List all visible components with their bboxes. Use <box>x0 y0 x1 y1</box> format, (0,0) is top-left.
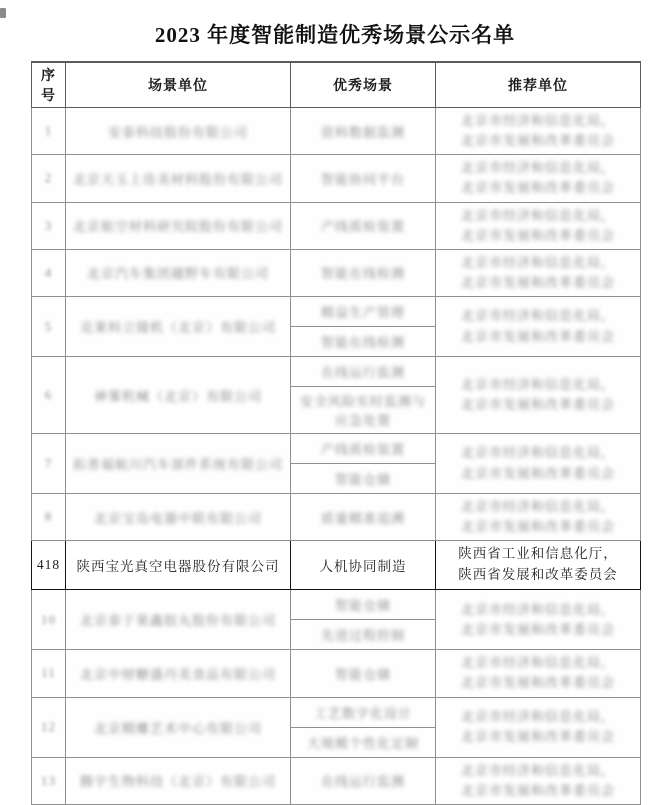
recommender-line <box>440 375 636 395</box>
recommender-text: 北京市经济和信息化局， <box>460 655 615 671</box>
row-number-cell <box>32 202 66 249</box>
scene-entry <box>291 258 435 287</box>
scenario-unit-cell <box>66 249 291 296</box>
recommender-line <box>440 327 636 347</box>
row-number-cell <box>32 249 66 296</box>
row-number: 11 <box>41 665 56 681</box>
scene-entry <box>291 164 435 193</box>
scene-entry <box>291 727 435 757</box>
scenario-unit: 克莱科立缝机（北京）有限公司 <box>79 320 276 336</box>
recommender-line <box>440 565 636 586</box>
scenario-unit-cell <box>66 757 291 804</box>
scenario-unit-cell <box>66 697 291 757</box>
table-row <box>32 590 641 650</box>
scene-entry <box>291 659 435 688</box>
scene-entry <box>291 766 435 795</box>
column-header: 序号 <box>32 62 66 108</box>
scenario-unit: 北京中财糖盛丹美食品有限公司 <box>79 666 276 682</box>
recommender-line <box>440 111 636 131</box>
page-title: 2023 年度智能制造优秀场景公示名单 <box>154 23 516 47</box>
row-number-cell <box>32 697 66 757</box>
recommender-line <box>440 306 636 326</box>
scene-entry <box>291 463 435 493</box>
recommender-text: 北京市发展和改革委员会 <box>460 621 615 637</box>
table-body <box>32 108 641 805</box>
recommender-line <box>440 620 636 640</box>
table-row <box>32 650 641 697</box>
table-header-row <box>32 62 641 108</box>
recommender-text: 北京市发展和改革委员会 <box>460 227 615 243</box>
scene-text: 智能仓储 <box>334 666 391 682</box>
scenario-unit-cell <box>66 650 291 697</box>
recommender-line <box>440 761 636 781</box>
scene-text: 精益生产管理 <box>320 305 405 321</box>
recommender-text: 北京市经济和信息化局， <box>460 499 615 515</box>
scene-text: 产线质检装置 <box>320 442 405 458</box>
recommender-text: 北京市发展和改革委员会 <box>460 782 615 798</box>
row-number: 6 <box>44 387 53 403</box>
scene-text: 安全风险实时监测与应急处置 <box>299 394 426 429</box>
recommender-text: 北京市发展和改革委员会 <box>460 519 615 535</box>
recommender-line <box>440 226 636 246</box>
row-number: 12 <box>41 719 56 735</box>
scene-entry <box>291 698 435 727</box>
scene-entry <box>291 386 435 433</box>
scenario-unit-cell <box>66 541 291 590</box>
row-number-cell <box>32 757 66 804</box>
row-number: 2 <box>44 170 53 186</box>
excellent-scene-cell <box>291 541 436 590</box>
recommender-line <box>440 653 636 673</box>
row-number: 3 <box>44 217 53 233</box>
row-number: 418 <box>36 557 61 573</box>
scene-text: 先进过程控制 <box>320 628 405 644</box>
recommender-text: 陕西省工业和信息化厅， <box>458 546 618 562</box>
excellent-scene-cell <box>291 155 436 202</box>
column-header: 优秀场景 <box>291 62 436 108</box>
excellent-scene-cell <box>291 757 436 804</box>
scenario-unit: 北京汽车集团越野车有限公司 <box>86 266 269 282</box>
table-row <box>32 108 641 155</box>
row-number-cell <box>32 650 66 697</box>
recommender-cell <box>436 155 641 202</box>
row-number: 1 <box>44 123 53 139</box>
scenario-unit-cell <box>66 434 291 494</box>
recommender-line <box>440 707 636 727</box>
recommender-cell <box>436 697 641 757</box>
recommender-text: 北京市发展和改革委员会 <box>460 274 615 290</box>
row-number: 10 <box>41 611 56 627</box>
recommender-cell <box>436 494 641 541</box>
row-number-cell <box>32 297 66 357</box>
recommender-line <box>440 443 636 463</box>
excellent-scene-cell <box>291 297 436 357</box>
excellent-scene-cell <box>291 202 436 249</box>
scenario-unit: 神雾机械（北京）有限公司 <box>93 388 262 404</box>
scene-text: 在线运行监测 <box>320 774 405 790</box>
scene-entry <box>291 503 435 532</box>
recommender-cell <box>436 650 641 697</box>
scene-entry <box>291 297 435 326</box>
excellent-scene-cell <box>291 434 436 494</box>
recommender-line <box>440 178 636 198</box>
table-row <box>32 697 641 757</box>
row-number-cell <box>32 590 66 650</box>
scenario-unit-cell <box>66 202 291 249</box>
recommender-line <box>440 253 636 273</box>
column-header: 场景单位 <box>66 62 291 108</box>
table-row <box>32 155 641 202</box>
scenario-unit-cell <box>66 590 291 650</box>
recommender-line <box>440 727 636 747</box>
row-number-cell <box>32 108 66 155</box>
scene-text: 智能协同平台 <box>320 171 405 187</box>
column-header: 推荐单位 <box>436 62 641 108</box>
scene-entry <box>291 117 435 146</box>
scenario-unit-cell <box>66 155 291 202</box>
recommender-text: 北京市发展和改革委员会 <box>460 180 615 196</box>
recommender-text: 北京市经济和信息化局， <box>460 376 615 392</box>
recommender-line <box>440 131 636 151</box>
scenario-unit: 安泰科技股份有限公司 <box>107 124 248 140</box>
recommender-cell <box>436 757 641 804</box>
scene-entry <box>291 551 435 580</box>
excellent-scene-cell <box>291 249 436 296</box>
recommender-text: 北京市经济和信息化局， <box>460 601 615 617</box>
excellent-scene-cell <box>291 697 436 757</box>
scenario-unit: 北京精雕艺术中心有限公司 <box>93 720 262 736</box>
recommender-text: 北京市发展和改革委员会 <box>460 328 615 344</box>
excellent-scene-cell <box>291 494 436 541</box>
recommender-text: 北京市发展和改革委员会 <box>460 133 615 149</box>
scene-entry <box>291 326 435 356</box>
recommender-text: 北京市经济和信息化局， <box>460 762 615 778</box>
recommender-text: 北京市发展和改革委员会 <box>460 729 615 745</box>
recommender-text: 陕西省发展和改革委员会 <box>458 567 618 583</box>
scenario-unit-cell <box>66 357 291 434</box>
recommender-line <box>440 781 636 801</box>
scene-text: 智能仓储 <box>334 472 391 488</box>
recommender-text: 北京市经济和信息化局， <box>460 308 615 324</box>
table-row <box>32 434 641 494</box>
excellent-scene-cell <box>291 650 436 697</box>
row-number-cell <box>32 155 66 202</box>
scene-text: 人机协同制造 <box>319 559 407 575</box>
scene-entry <box>291 434 435 463</box>
table-row <box>32 757 641 804</box>
row-number-cell <box>32 357 66 434</box>
scene-entry <box>291 211 435 240</box>
table-row <box>32 202 641 249</box>
recommender-line <box>440 464 636 484</box>
recommender-line <box>440 273 636 293</box>
scenario-unit: 拓普福航川汽车部件系统有限公司 <box>72 457 283 473</box>
recommender-text: 北京市发展和改革委员会 <box>460 397 615 413</box>
scenario-unit: 北京泰于果鑫胶丸股份有限公司 <box>79 613 276 629</box>
scenario-unit: 北京航空材料研究院股份有限公司 <box>72 219 283 235</box>
scene-entry <box>291 619 435 649</box>
row-number: 7 <box>44 455 53 471</box>
scenario-unit-cell <box>66 108 291 155</box>
recommender-cell <box>436 297 641 357</box>
excellent-scene-cell <box>291 357 436 434</box>
scenario-unit: 陕西宝光真空电器股份有限公司 <box>76 559 280 575</box>
scenario-unit-cell <box>66 494 291 541</box>
recommender-cell <box>436 108 641 155</box>
recommender-line <box>440 158 636 178</box>
scene-entry <box>291 590 435 619</box>
scene-text: 大规模个性化定制 <box>306 735 419 751</box>
table-row <box>32 249 641 296</box>
recommender-text: 北京市经济和信息化局， <box>460 207 615 223</box>
scene-text: 在线运行监测 <box>320 365 405 381</box>
recommender-cell <box>436 202 641 249</box>
recommender-text: 北京市发展和改革委员会 <box>460 465 615 481</box>
scenario-unit-cell <box>66 297 291 357</box>
scan-artifact <box>0 8 6 18</box>
recommender-line <box>440 673 636 693</box>
header-row <box>32 62 641 108</box>
recommender-text: 北京市经济和信息化局， <box>460 445 615 461</box>
recommender-cell <box>436 249 641 296</box>
scene-text: 质量精准追溯 <box>320 510 405 526</box>
recommender-line <box>440 517 636 537</box>
table-row <box>32 357 641 434</box>
recommender-text: 北京市经济和信息化局， <box>460 113 615 128</box>
row-number: 13 <box>41 772 56 788</box>
row-number-cell <box>32 434 66 494</box>
scenario-unit: 北京天玉上佳美材料股份有限公司 <box>72 171 283 187</box>
scene-text: 资料数据监测 <box>320 124 405 140</box>
recommender-cell <box>436 434 641 494</box>
recommender-cell <box>436 357 641 434</box>
row-number: 8 <box>44 509 53 525</box>
excellent-scene-cell <box>291 590 436 650</box>
recommender-line <box>440 206 636 226</box>
scene-text: 工艺数字化设计 <box>313 705 412 721</box>
row-number: 5 <box>44 318 53 334</box>
scene-text: 智能在线检测 <box>320 266 405 282</box>
recommender-line <box>440 395 636 415</box>
recommender-cell <box>436 590 641 650</box>
table-row <box>32 297 641 357</box>
row-number-cell <box>32 494 66 541</box>
recommender-line <box>440 497 636 517</box>
scene-text: 产线质检装置 <box>320 219 405 235</box>
scene-text: 智能仓储 <box>334 598 391 614</box>
recommender-line <box>440 544 636 565</box>
recommender-text: 北京市经济和信息化局， <box>460 708 615 724</box>
row-number: 4 <box>44 264 53 280</box>
recommender-cell <box>436 541 641 590</box>
scene-entry <box>291 357 435 386</box>
recommender-line <box>440 600 636 620</box>
table-row <box>32 494 641 541</box>
row-number-cell <box>32 541 66 590</box>
announcement-table <box>31 61 641 805</box>
scene-text: 智能在线检测 <box>320 335 405 351</box>
recommender-text: 北京市发展和改革委员会 <box>460 675 615 691</box>
excellent-scene-cell <box>291 108 436 155</box>
recommender-text: 北京市经济和信息化局， <box>460 254 615 270</box>
recommender-text: 北京市经济和信息化局， <box>460 160 615 176</box>
scenario-unit: 腾宇生物科技（北京）有限公司 <box>79 774 276 790</box>
scenario-unit: 北京宝岛电器中联有限公司 <box>93 510 262 526</box>
table-row <box>32 541 641 590</box>
